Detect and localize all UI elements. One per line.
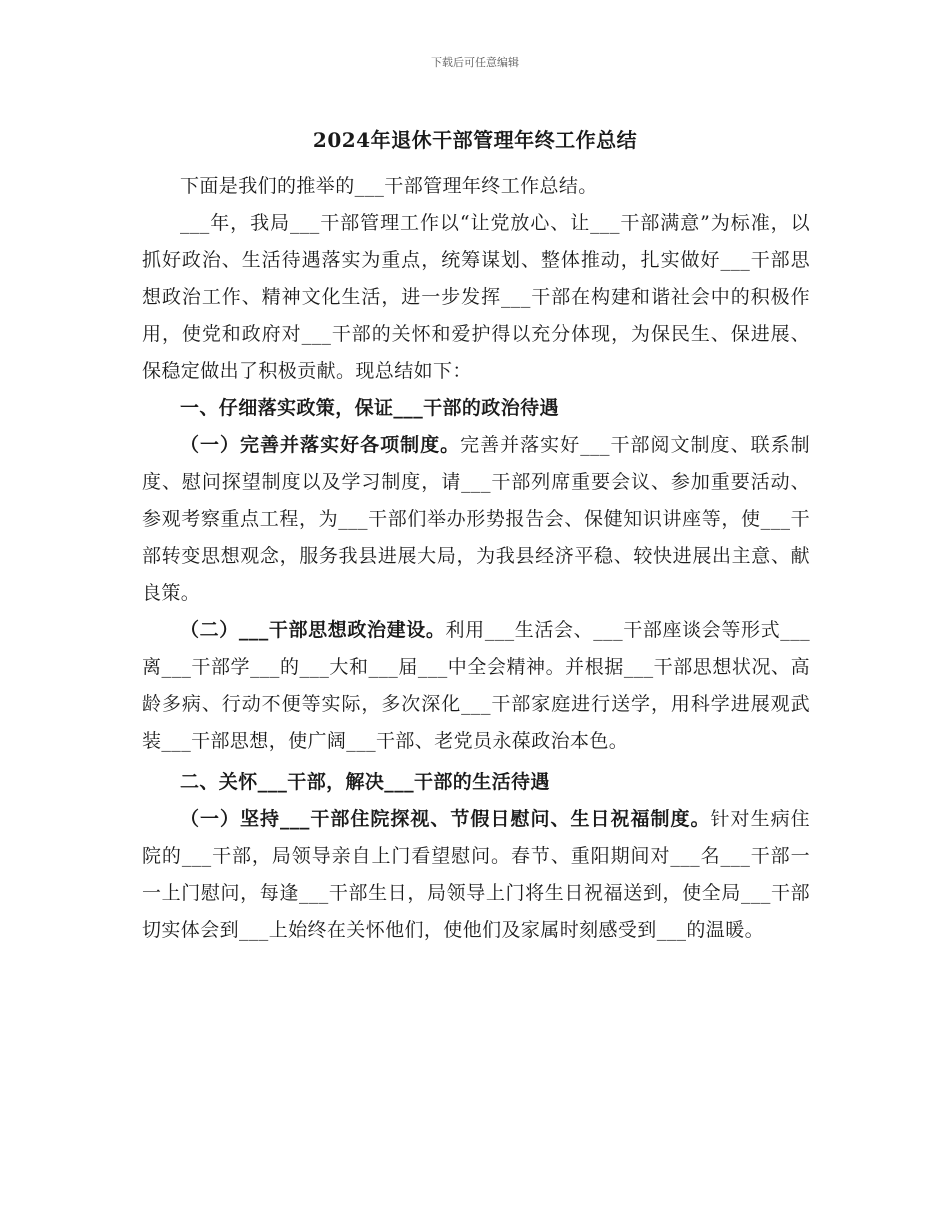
section-1-1-paragraph xyxy=(142,427,810,612)
section-2-heading: 二、关怀___干部，解决___干部的生活待遇 xyxy=(180,771,550,793)
intro-paragraph: 下面是我们的推举的___干部管理年终工作总结。 xyxy=(180,175,598,197)
section-1-2-paragraph xyxy=(142,612,810,760)
section-2-1-body: 针对生病住院的___干部，局领导亲自上门看望慰问。春节、重阳期间对___名___干部一一上门慰问，每逢___干部生日，局领导上门将生日祝福送到，使全局___干部切实体会到___上始终在关怀他们，使他们及家属时刻感受到___的温暖。 xyxy=(142,808,810,941)
document-title: 2024年退休干部管理年终工作总结 xyxy=(312,128,638,152)
section-1-1-body: 完善并落实好___干部阅文制度、联系制度、慰问探望制度以及学习制度，请___干部列席重要会议、参加重要活动、参观考察重点工程，为___干部们举办形势报告会、保健知识讲座等，使___干部转变思想观念，服务我县进展大局，为我县经济平稳、较快进展出主意、献良策。 xyxy=(142,434,810,604)
section-1-heading: 一、仔细落实政策，保证___干部的政治待遇 xyxy=(180,397,559,419)
section-1-2-lead: （二）___干部思想政治建设。 xyxy=(180,619,446,641)
section-1-1-lead: （一）完善并落实好各项制度。 xyxy=(180,434,461,456)
section-2-1-lead: （一）坚持___干部住院探视、节假日慰问、生日祝福制度。 xyxy=(180,808,711,830)
summary-paragraph: ___年，我局___干部管理工作以“让党放心、让___干部满意”为标准，以抓好政治、生活待遇落实为重点，统筹谋划、整体推动，扎实做好___干部思想政治工作、精神文化生活，进一步发挥___干部在构建和谐社会中的积极作用，使党和政府对___干部的关怀和爱护得以充分体现，为保民生、保进展、保稳定做出了积极贡献。现总结如下： xyxy=(142,212,810,382)
header-note: 下载后可任意编辑 xyxy=(431,56,519,69)
section-2-1-paragraph xyxy=(142,801,810,949)
document-body xyxy=(142,168,810,949)
section-1-2-body: 利用___生活会、___干部座谈会等形式___离___干部学___的___大和___届___中全会精神。并根据___干部思想状况、高龄多病、行动不便等实际，多次深化___干部家庭进行送学，用科学进展观武装___干部思想，使广阔___干部、老党员永葆政治本色。 xyxy=(142,619,810,752)
